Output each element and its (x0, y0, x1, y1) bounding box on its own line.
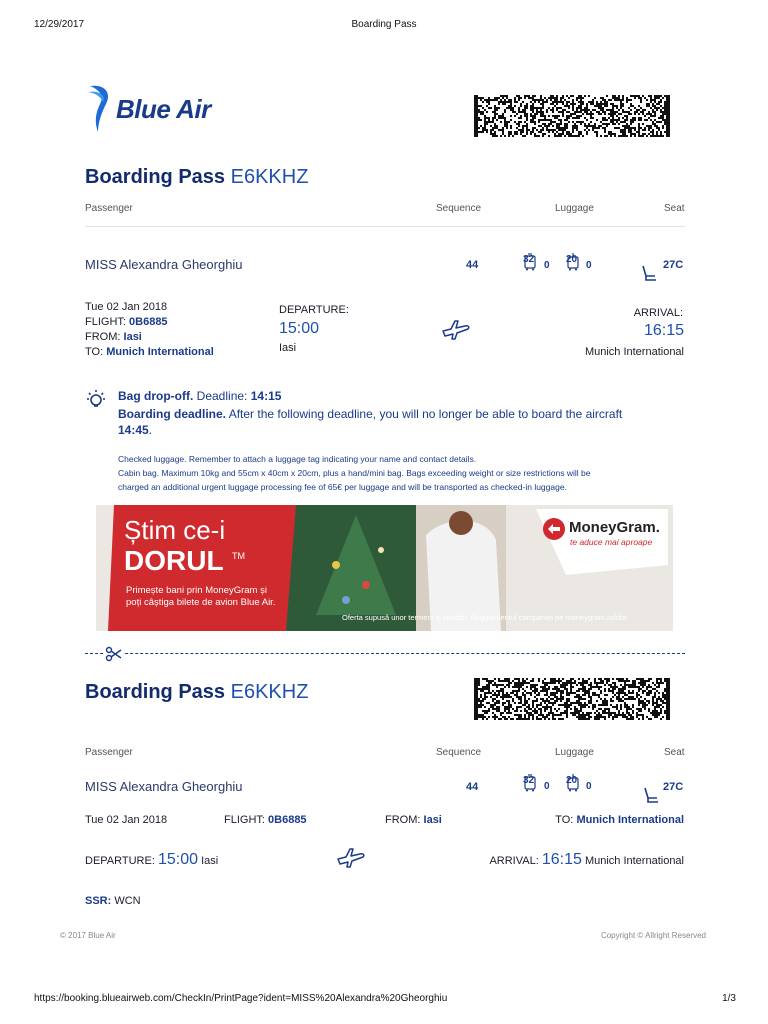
title-text: Boarding Pass (85, 681, 226, 703)
arrival-city: Munich International (584, 855, 684, 867)
luggage-big (522, 253, 554, 273)
departure-city: Iasi (201, 855, 219, 867)
luggage-info-line: Cabin bag. Maximum 10kg and 55cm x 40cm x 20cm, plus a hand/mini bag. Bags exceeding weight or size restrictions will be (118, 468, 591, 478)
luggage-big-count: 0 (544, 781, 550, 792)
luggage-small-count: 0 (586, 260, 592, 271)
to-line (85, 346, 214, 358)
seat-icon (640, 264, 658, 282)
ssr-value: WCN (114, 895, 141, 907)
bag-deadline: 14:15 (250, 389, 282, 403)
luggage-info-line: Checked luggage. Remember to attach a luggage tag indicating your name and contact details. (118, 454, 477, 464)
boarding-deadline-line (118, 406, 688, 438)
flight-line (224, 814, 307, 826)
bag-drop-line (118, 389, 281, 403)
booking-code: E6KKHZ (230, 166, 309, 188)
boarding-period: . (148, 423, 153, 437)
luggage-header: Luggage (555, 203, 594, 214)
seat-header: Seat (664, 747, 685, 758)
departure-time: 15:00 (279, 320, 320, 337)
flight-number: 0B6885 (268, 814, 307, 826)
scissors-icon (105, 646, 123, 662)
arrival-time: 16:15 (643, 322, 684, 339)
ad-slogan: te aduce mai aproape (570, 537, 653, 547)
luggage-small (565, 253, 597, 273)
to-label: TO: (555, 814, 574, 826)
copyright: © 2017 Blue Air (60, 931, 116, 940)
arrival-line (440, 851, 684, 869)
blue-air-logo (86, 82, 266, 136)
luggage-info-line: charged an additional urgent luggage processing fee of 65€ per luggage and will be transported as checked-in luggage. (118, 482, 567, 492)
from-value: Iasi (123, 331, 142, 343)
print-page-title: Boarding Pass (351, 19, 417, 30)
arrival-label: ARRIVAL: (633, 307, 683, 319)
boarding-deadline-time: 14:45 (118, 423, 149, 437)
luggage-small-count: 0 (586, 781, 592, 792)
luggage-small (565, 774, 597, 794)
passenger-header: Passenger (85, 747, 133, 758)
from-value: Iasi (423, 814, 442, 826)
sequence-header: Sequence (436, 203, 482, 214)
bag-deadline-label: Deadline: (196, 389, 248, 403)
passenger-name: MISS Alexandra Gheorghiu (85, 257, 243, 272)
to-value: Munich International (576, 814, 684, 826)
rights-reserved: Copyright © Allright Reserved (600, 931, 706, 940)
arrival-time: 16:15 (541, 851, 582, 868)
flight-date: Tue 02 Jan 2018 (85, 301, 168, 313)
lightbulb-icon (84, 388, 108, 412)
bag-drop-label: Bag drop-off. (118, 389, 194, 403)
moneygram-logo-icon (542, 517, 566, 541)
barcode (474, 95, 670, 137)
ad-disclaimer: Oferta supusă unor termeni și condiții. Regulamentul campaniei pe moneygram.ro/dor. (342, 613, 629, 622)
from-line (85, 331, 142, 343)
flight-number: 0B6885 (129, 316, 168, 328)
sequence-value: 44 (466, 259, 479, 271)
passenger-name: MISS Alexandra Gheorghiu (85, 779, 243, 794)
luggage-small-weight: 20 (566, 775, 578, 786)
to-label: TO: (85, 346, 104, 358)
flight-line (85, 316, 168, 328)
cut-line (85, 653, 685, 654)
title-text: Boarding Pass (85, 166, 226, 188)
ssr-line (85, 895, 141, 907)
seat-value: 27C (663, 781, 684, 793)
boarding-pass-title (85, 681, 308, 704)
from-label: FROM: (85, 331, 121, 343)
flight-label: FLIGHT: (85, 316, 126, 328)
boarding-deadline-label: Boarding deadline. (118, 407, 227, 421)
ad-body: Primește bani prin MoneyGram și poți câștiga bilete de avion Blue Air. (126, 585, 276, 608)
luggage-info (118, 452, 688, 494)
print-date: 12/29/2017 (34, 19, 85, 30)
luggage-header: Luggage (555, 747, 594, 758)
ad-tm: TM (232, 551, 245, 561)
sequence-value: 44 (466, 781, 479, 793)
departure-label: DEPARTURE: (85, 855, 155, 867)
luggage-small-weight: 20 (566, 254, 578, 265)
boarding-pass-title (85, 166, 308, 189)
ad-headline-1: Știm ce-i (124, 515, 226, 545)
ssr-label: SSR: (85, 895, 112, 907)
luggage-big-weight: 32 (523, 775, 535, 786)
luggage-big-weight: 32 (523, 254, 535, 265)
seat-icon (642, 786, 660, 804)
from-line (385, 814, 442, 826)
departure-label: DEPARTURE: (279, 304, 349, 316)
ad-headline-2: DORUL (124, 545, 224, 576)
departure-line (85, 851, 218, 869)
arrival-city: Munich International (584, 346, 684, 358)
ad-brand: MoneyGram. (569, 519, 660, 536)
flight-date: Tue 02 Jan 2018 (85, 814, 168, 826)
passenger-header: Passenger (85, 203, 133, 214)
airplane-icon (336, 845, 366, 869)
airplane-icon (441, 317, 471, 341)
print-page-count: 1/3 (722, 993, 736, 1004)
seat-value: 27C (663, 259, 684, 271)
luggage-big (522, 774, 554, 794)
luggage-big-count: 0 (544, 260, 550, 271)
sequence-header: Sequence (436, 747, 482, 758)
brand-name: Blue Air (116, 94, 211, 124)
to-line (480, 814, 684, 826)
barcode (474, 678, 670, 720)
departure-time: 15:00 (157, 851, 198, 868)
from-label: FROM: (385, 814, 421, 826)
seat-header: Seat (664, 203, 685, 214)
booking-code: E6KKHZ (230, 681, 309, 703)
print-url: https://booking.blueairweb.com/CheckIn/PrintPage?ident=MISS%20Alexandra%20Gheorghiu (34, 993, 448, 1004)
flight-label: FLIGHT: (224, 814, 265, 826)
boarding-deadline-text: After the following deadline, you will no longer be able to board the aircraft (228, 407, 623, 421)
moneygram-ad[interactable] (96, 505, 673, 631)
arrival-label: ARRIVAL: (489, 855, 539, 867)
divider (85, 226, 685, 227)
departure-city: Iasi (279, 342, 297, 354)
to-value: Munich International (106, 346, 214, 358)
